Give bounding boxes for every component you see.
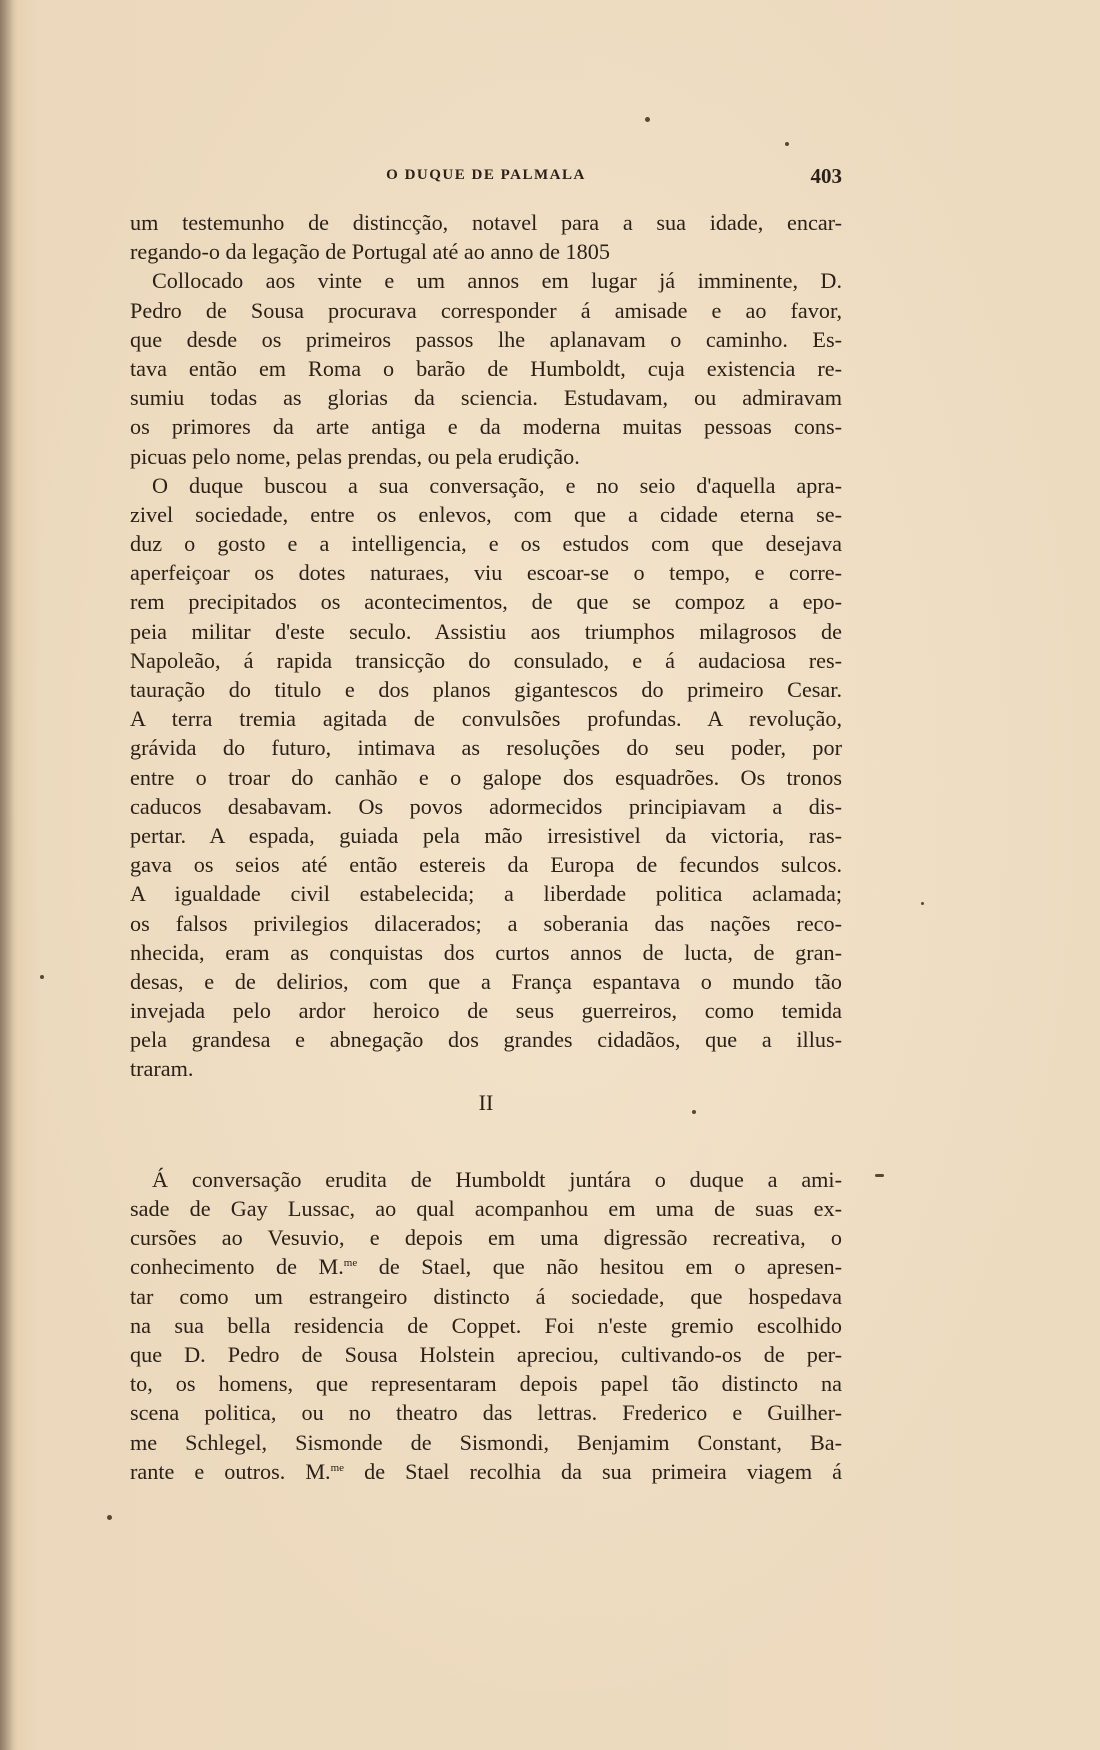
text-line: rem precipitados os acontecimentos, de que se compoz a epo-: [130, 589, 842, 615]
paper-speck: [692, 1110, 696, 1114]
text-line: tar como um estrangeiro distincto á sociedade, que hospedava: [130, 1283, 842, 1309]
paragraph-1: [130, 208, 842, 266]
text-line: caducos desabavam. Os povos adormecidos principiavam a dis-: [130, 793, 842, 819]
text-line: cursões ao Vesuvio, e depois em uma digressão recreativa, o: [130, 1225, 842, 1251]
page-number: 403: [810, 164, 842, 188]
running-title: O DUQUE DE PALMALA: [386, 167, 586, 183]
text-line: [130, 1457, 842, 1486]
text-line: me Schlegel, Sismonde de Sismondi, Benjamim Constant, Ba-: [130, 1429, 842, 1455]
text-line: Collocado aos vinte e um annos em lugar já imminente, D.: [152, 268, 842, 294]
text-line: desas, e de delirios, com que a França espantava o mundo tão: [130, 968, 842, 994]
text-line: Pedro de Sousa procurava corresponder á amisade e ao favor,: [130, 297, 842, 323]
text-line: [130, 1252, 842, 1281]
text-line: que desde os primeiros passos lhe aplanavam o caminho. Es-: [130, 326, 842, 352]
text-line: A terra tremia agitada de convulsões profundas. A revolução,: [130, 706, 842, 732]
text-line: A igualdade civil estabelecida; a liberdade politica aclamada;: [130, 881, 842, 907]
text-line: O duque buscou a sua conversação, e no seio d'aquella apra-: [152, 472, 842, 498]
text-line: gava os seios até então estereis da Europa de fecundos sulcos.: [130, 852, 842, 878]
text-line: regando-o da legação de Portugal até ao anno de 1805: [130, 239, 610, 265]
page-edge-shadow: [0, 0, 14, 1750]
text-line: entre o troar do canhão e o galope dos esquadrões. Os tronos: [130, 764, 842, 790]
text-segment: conhecimento de M.: [130, 1254, 344, 1280]
paragraph-2: [130, 266, 842, 470]
text-segment: rante e outros. M.: [130, 1458, 331, 1484]
paragraph-4: [130, 1165, 842, 1486]
text-line: sade de Gay Lussac, ao qual acompanhou em uma de suas ex-: [130, 1196, 842, 1221]
text-segment: de Stael recolhia da sua primeira viagem á: [344, 1458, 842, 1484]
paper-speck: [107, 1515, 112, 1520]
text-line: traram.: [130, 1056, 194, 1082]
superscript-me: me: [343, 1257, 358, 1270]
text-line: que D. Pedro de Sousa Holstein apreciou, cultivando-os de per-: [130, 1341, 842, 1367]
text-line: peia militar d'este seculo. Assistiu aos triumphos milagrosos de: [130, 618, 842, 644]
text-line: um testemunho de distincção, notavel para a sua idade, encar-: [130, 210, 842, 235]
text-line: pertar. A espada, guiada pela mão irresistivel da victoria, ras-: [130, 822, 842, 848]
text-line: picuas pelo nome, pelas prendas, ou pela erudição.: [130, 443, 580, 469]
paper-speck: [645, 117, 650, 122]
text-line: to, os homens, que representaram depois papel tão distincto na: [130, 1371, 842, 1397]
paragraph-3: [130, 471, 842, 1084]
paper-speck: [921, 902, 924, 905]
text-line: Napoleão, á rapida transicção do consulado, e á audaciosa res-: [130, 647, 842, 673]
text-line: pela grandesa e abnegação dos grandes cidadãos, que a illus-: [130, 1027, 842, 1053]
text-line: duz o gosto e a intelligencia, e os estudos com que desejava: [130, 531, 842, 557]
text-line: tava então em Roma o barão de Humboldt, cuja existencia re-: [130, 355, 842, 381]
text-line: grávida do futuro, intimava as resoluções do seu poder, por: [130, 735, 842, 761]
paper-speck: [40, 975, 44, 979]
text-line: zivel sociedade, entre os enlevos, com que a cidade eterna se-: [130, 501, 842, 527]
paper-speck: [875, 1174, 884, 1177]
body-text: [130, 208, 842, 1486]
paper-speck: [785, 142, 789, 146]
text-line: scena politica, ou no theatro das lettras. Frederico e Guilher-: [130, 1400, 842, 1426]
text-line: os falsos privilegios dilacerados; a soberania das nações reco-: [130, 910, 842, 936]
section-heading: II: [478, 1089, 494, 1115]
text-line: invejada pelo ardor heroico de seus guerreiros, como temida: [130, 998, 842, 1024]
text-line: os primores da arte antiga e da moderna muitas pessoas cons-: [130, 414, 842, 440]
text-line: na sua bella residencia de Coppet. Foi n'este gremio escolhido: [130, 1312, 842, 1338]
text-line: tauração do titulo e dos planos gigantescos do primeiro Cesar.: [130, 677, 842, 702]
text-line: aperfeiçoar os dotes naturaes, viu escoar-se o tempo, e corre-: [130, 560, 842, 586]
running-header: [130, 164, 842, 190]
text-segment: de Stael, que não hesitou em o apresen-: [357, 1254, 843, 1280]
superscript-me: me: [330, 1461, 345, 1474]
text-line: sumiu todas as glorias da sciencia. Estudavam, ou admiravam: [130, 385, 842, 411]
text-line: Á conversação erudita de Humboldt juntára o duque a ami-: [152, 1166, 842, 1192]
text-line: nhecida, eram as conquistas dos curtos annos de lucta, de gran-: [130, 939, 842, 965]
